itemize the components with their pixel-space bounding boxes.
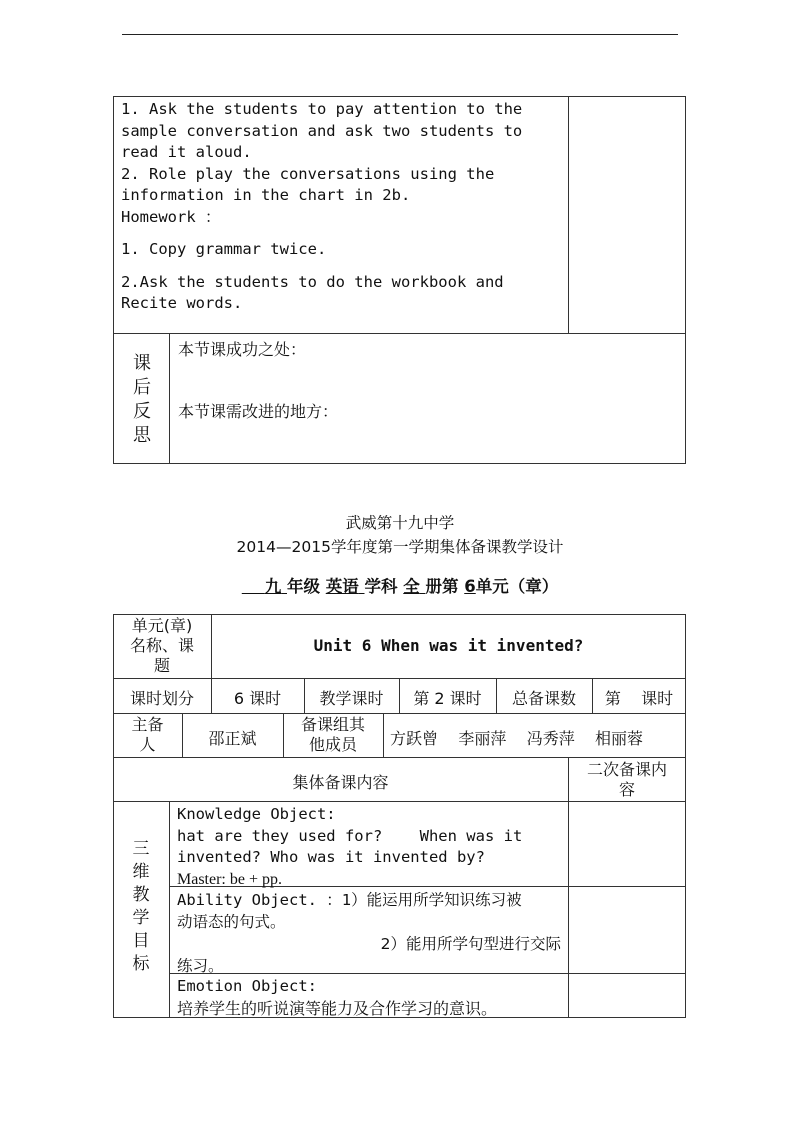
subject-value: 英语 [325,577,359,596]
objectives-label: 三 维 教 学 目 标 [132,839,150,974]
members-list: 方跃曾 李丽萍 冯秀萍 相丽蓉 [390,729,644,748]
course-line [0,573,800,597]
unit-name-label: 单元(章) 名称、课 题 [129,616,194,675]
grade-suffix: 年级 [287,577,320,596]
grade-value: 九 [264,577,282,596]
knowledge-line: hat are they used for? When was it [177,826,523,845]
volume-value: 全 [403,577,420,596]
procedure-line: sample conversation and ask two students to [121,121,523,140]
row-divider [113,713,686,714]
row-divider [113,801,686,802]
knowledge-title: Knowledge Object: [177,805,336,823]
unit-title: Unit 6 When was it invented? [313,636,584,655]
total-label: 总备课数 [511,689,576,708]
procedure-column-divider [568,96,569,333]
school-name: 武威第十九中学 [345,514,455,532]
homework-item: 1. Copy grammar twice. [121,240,327,258]
header-rule [122,34,678,35]
procedure-line: read it aloud. [121,143,252,161]
unit-number: 6 [464,577,476,596]
lead-teacher-label: 主备 人 [131,715,164,754]
members-label: 备课组其 他成员 [300,715,365,754]
reflection-column-divider [169,333,170,464]
hours-label: 课时划分 [129,689,194,708]
col-divider [383,713,384,757]
ability-line: Ability Object. ：1）能运用所学知识练习被 [177,891,522,909]
reflection-label: 课 后 反 思 [133,353,151,446]
homework-item: 2.Ask the students to do the workbook and [121,272,504,291]
total-value: 第 课时 [604,689,674,708]
knowledge-line: invented? Who was it invented by? [177,848,485,866]
ability-line: 2）能用所学句型进行交际 [380,935,561,953]
emotion-line: 培养学生的听说演等能力及合作学习的意识。 [177,998,498,1018]
homework-item: Recite words. [121,294,243,312]
ability-object [177,889,561,977]
knowledge-object [177,804,561,890]
procedure-line: information in the chart in 2b. [121,186,411,204]
reflection-improve-label: 本节课需改进的地方： [178,402,339,421]
reflection-success-label: 本节课成功之处： [178,340,307,359]
second-prep-label: 二次备课内 容 [586,760,667,799]
procedure-line: 2. Role play the conversations using the [121,164,495,183]
procedure-text [121,99,561,315]
homework-heading: Homework ： [121,207,221,226]
col-divider [169,801,170,1018]
knowledge-master: Master: be + pp. [177,870,282,888]
emotion-object [177,976,561,1019]
lesson-value: 第 2 课时 [413,689,482,708]
ability-line: 动语态的句式。 [177,913,286,931]
procedure-line: 1. Ask the students to pay attention to the [121,100,523,118]
hours-value: 6 课时 [233,689,282,708]
ability-line: 练习。 [177,957,224,975]
content-label: 集体备课内容 [292,773,389,792]
procedure-row-divider [113,333,686,334]
unit-suffix: 单元（章） [475,577,559,596]
volume-suffix: 册第 [425,577,459,596]
lesson-label: 教学课时 [319,689,384,708]
term-title: 2014—2015学年度第一学期集体备课教学设计 [236,538,564,556]
lead-teacher-name: 邵正斌 [208,729,257,748]
emotion-title: Emotion Object: [177,977,317,995]
subject-suffix: 学科 [364,577,398,596]
row-divider [113,757,686,758]
